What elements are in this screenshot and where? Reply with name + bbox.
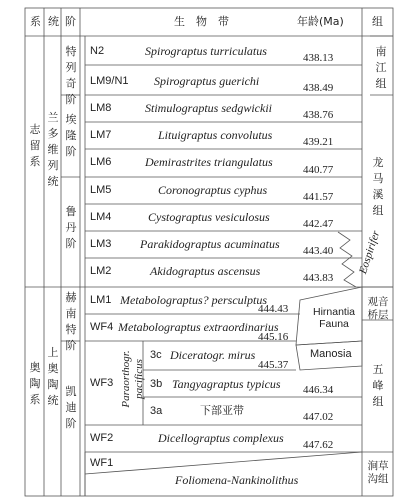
- zone-age: 438.13: [303, 52, 334, 64]
- zone-species: Foliomena-Nankinolithus: [175, 473, 299, 487]
- system-silurian: 志留系: [29, 123, 41, 168]
- header-zone: 生 物 带: [174, 15, 229, 28]
- zone-age: 441.57: [303, 191, 334, 203]
- zone-species: Cystograptus vesiculosus: [148, 210, 270, 224]
- eospirifer-label: Eospirifer: [357, 229, 383, 276]
- zone-code: LM3: [90, 238, 112, 250]
- stage-katian: 凯迪阶: [65, 385, 77, 430]
- zone-age: 442.47: [303, 218, 334, 230]
- stage-rhuddanian: 鲁丹阶: [65, 205, 77, 250]
- system-ordovician: 奥陶系: [29, 361, 41, 406]
- formation-wufeng: 五峰组: [372, 363, 384, 408]
- zone-code: LM4: [90, 211, 112, 223]
- subzone-code: 3a: [150, 405, 163, 417]
- zone-age: 443.83: [303, 272, 334, 284]
- zone-species: 下部亚带: [200, 404, 244, 417]
- zone-species: Spirograptus guerichi: [154, 74, 260, 88]
- zone-species: Dicellograptus complexus: [158, 431, 284, 445]
- zone-species: Metabolograptus? persculptus: [120, 293, 267, 307]
- formation-nanjiang: 南江组: [375, 45, 387, 90]
- zone-age: 445.37: [258, 359, 289, 371]
- zone-code: LM5: [90, 184, 112, 196]
- header-system: 系: [30, 15, 41, 28]
- zone-age: 443.40: [303, 245, 334, 257]
- series-upper-ordovician: 上奥陶统: [47, 346, 59, 407]
- zone-code: LM9/N1: [90, 75, 129, 87]
- series-llandovery: 兰多维列统: [47, 111, 59, 188]
- zone-age: 438.49: [303, 82, 334, 94]
- zone-species: Stimulograptus sedgwickii: [145, 101, 272, 115]
- header-stage: 阶: [65, 15, 76, 28]
- zone-code: N2: [90, 45, 105, 57]
- header-age: 年龄(Ma): [297, 15, 344, 28]
- zone-species: Lituigraptus convolutus: [158, 128, 273, 142]
- formation-longmaxi: 龙马溪组: [372, 156, 384, 217]
- zone-code: LM8: [90, 102, 112, 114]
- zone-age: 446.34: [303, 384, 334, 396]
- zone-species: Coronograptus cyphus: [158, 183, 268, 197]
- zone-age: 439.21: [303, 136, 334, 148]
- zone-age: 444.43: [258, 303, 289, 315]
- stage-telychian: 特列奇阶: [65, 45, 77, 106]
- zone-age: 447.62: [303, 439, 334, 451]
- zone-species: Akidograptus ascensus: [150, 264, 261, 278]
- wf3-species: Paraorthogr. pacificus: [120, 350, 145, 408]
- zone-age: 438.76: [303, 109, 334, 121]
- header-formation: 组: [372, 15, 383, 28]
- formation-jiancaogou: 涧草沟组: [367, 460, 389, 485]
- zone-species: Tangyagraptus typicus: [172, 377, 281, 391]
- subzone-code: 3c: [150, 349, 162, 361]
- zone-code: LM6: [90, 156, 112, 168]
- zone-code: WF1: [90, 457, 114, 469]
- formation-guanyinqiao: 观音桥层: [367, 296, 389, 321]
- zone-code: WF2: [90, 432, 114, 444]
- manosia-label: Manosia: [310, 348, 352, 360]
- zone-age: 440.77: [303, 164, 334, 176]
- zone-age: 447.02: [303, 411, 334, 423]
- header-series: 统: [48, 15, 59, 28]
- zone-code: LM1: [90, 294, 112, 306]
- stage-aeronian: 埃隆阶: [65, 113, 77, 158]
- zone-code: LM2: [90, 265, 112, 277]
- hirnantia-label: Hirnantia Fauna: [312, 306, 356, 330]
- zone-code: LM7: [90, 129, 112, 141]
- stage-hirnantian: 赫南特阶: [65, 291, 77, 352]
- zone-age: 445.16: [258, 331, 289, 343]
- zone-species: Diceratogr. mirus: [170, 348, 256, 362]
- zone-species: Metabolograptus extraordinarius: [118, 320, 279, 334]
- zone-species: Parakidograptus acuminatus: [140, 237, 280, 251]
- zone-code: WF4: [90, 321, 114, 333]
- zone-species: Spirograptus turriculatus: [145, 44, 267, 58]
- zone-species: Demirastrites triangulatus: [145, 155, 273, 169]
- zone-code: WF3: [90, 377, 114, 389]
- subzone-code: 3b: [150, 378, 163, 390]
